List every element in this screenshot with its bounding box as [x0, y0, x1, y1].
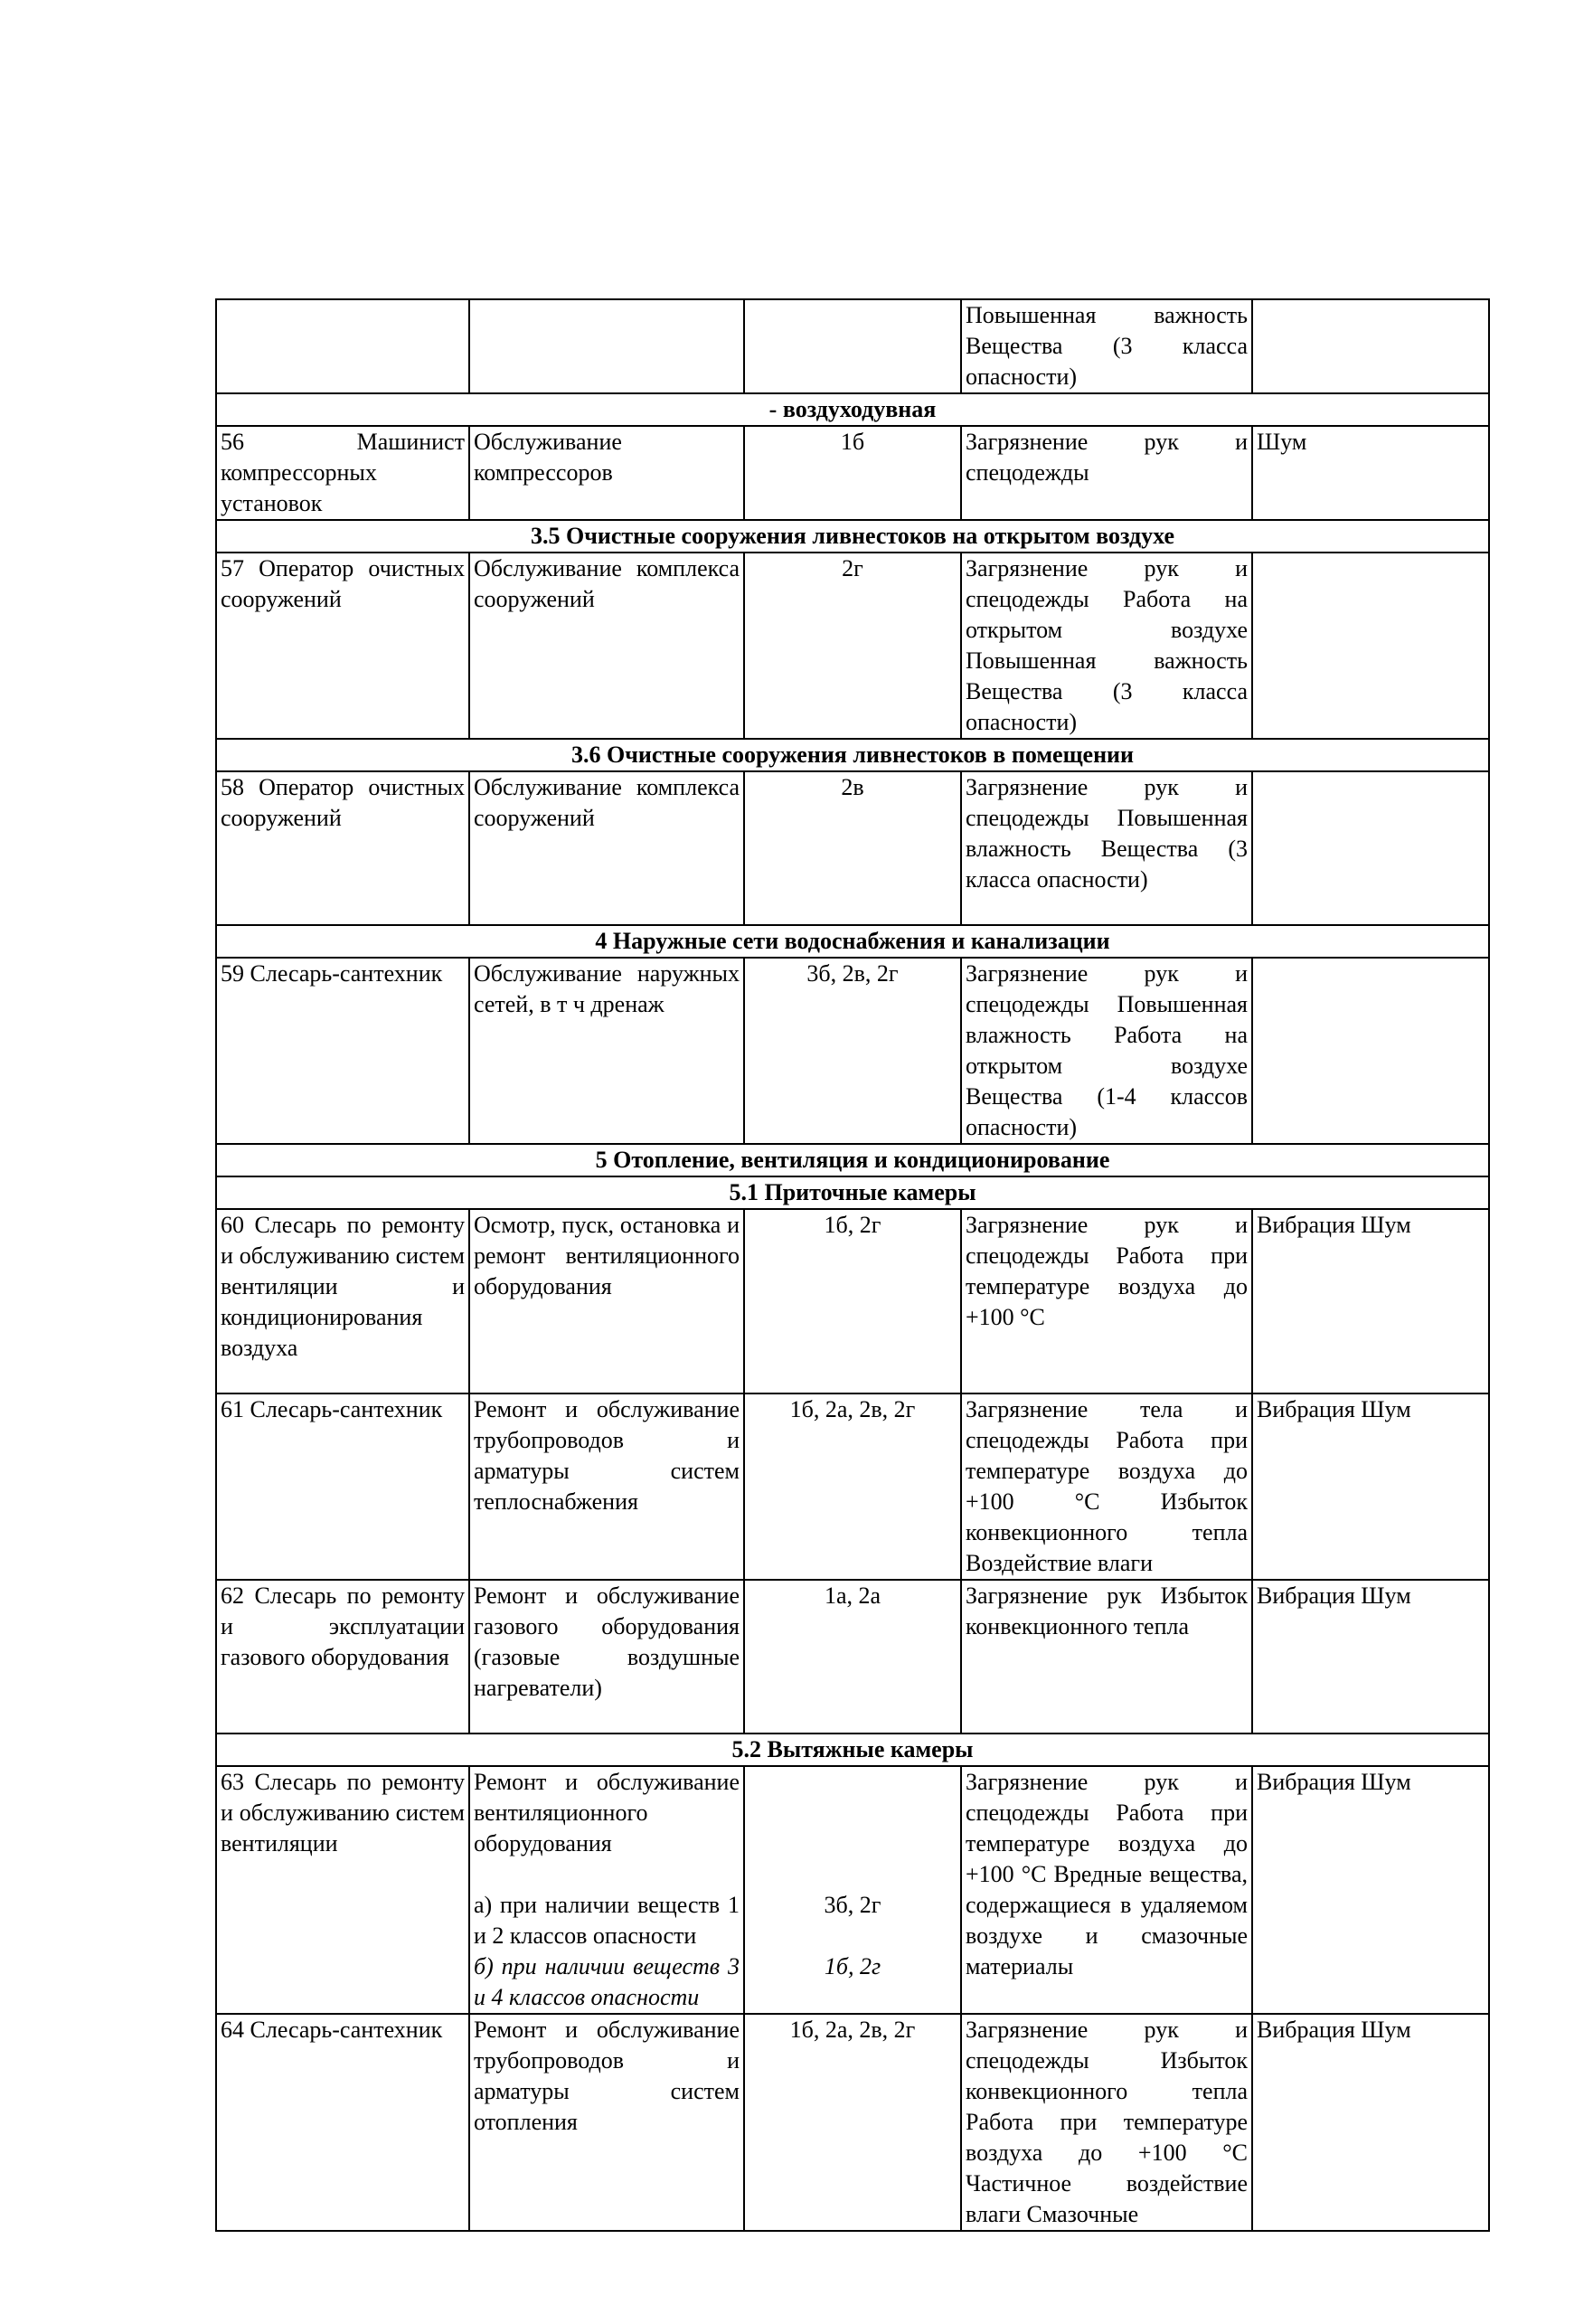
section-heading-row — [216, 1734, 1489, 1766]
work-cell: Обслуживание комплекса сооружений — [469, 553, 744, 739]
group-cell: 1б — [744, 426, 961, 520]
work-cell — [469, 299, 744, 393]
work-cell: Ремонт и обслуживание трубопроводов и арматуры систем теплоснабжения — [469, 1393, 744, 1580]
hazards-table — [215, 298, 1490, 2232]
profession-cell: 62 Слесарь по ремонту и эксплуатации газового оборудования — [216, 1580, 469, 1734]
section-heading-row — [216, 739, 1489, 771]
work-cell: Обслуживание комплекса сооружений — [469, 771, 744, 925]
document-page — [215, 298, 1488, 2232]
table-row — [216, 426, 1489, 520]
group-cell: 2г — [744, 553, 961, 739]
other-factors-cell: Вибрация Шум — [1252, 1580, 1489, 1734]
profession-cell: 57 Оператор очистных сооружений — [216, 553, 469, 739]
table-row — [216, 1393, 1489, 1580]
table-row — [216, 1580, 1489, 1734]
factors-cell: Загрязнение рук и спецодежды Работа при температуре воздуха до +100 °С Вредные вещества, содержащиеся в удаляемом воздухе и смазочные материалы — [961, 1766, 1252, 2014]
section-heading: 3.5 Очистные сооружения ливнестоков на открытом воздухе — [216, 520, 1489, 553]
table-row — [216, 958, 1489, 1144]
factors-cell: Загрязнение рук и спецодежды Работа при температуре воздуха до +100 °С — [961, 1209, 1252, 1393]
section-heading: - воздуходувная — [216, 393, 1489, 426]
section-heading: 5 Отопление, вентиляция и кондиционирование — [216, 1144, 1489, 1176]
factors-cell: Загрязнение рук и спецодежды — [961, 426, 1252, 520]
work-main: Ремонт и обслуживание вентиляционного оборудования — [474, 1769, 740, 1856]
work-cell: Ремонт и обслуживание газового оборудования (газовые воздушные нагреватели) — [469, 1580, 744, 1734]
table-row — [216, 1209, 1489, 1393]
profession-cell — [216, 299, 469, 393]
group-cell — [744, 1766, 961, 2014]
group-variant-a: 3б, 2г — [824, 1892, 881, 1918]
factors-cell: Загрязнение рук и спецодежды Работа на открытом воздухе Повышенная важность Вещества (3 класса опасности) — [961, 553, 1252, 739]
factors-cell: Повышенная важность Вещества (3 класса опасности) — [961, 299, 1252, 393]
factors-cell: Загрязнение рук и спецодежды Повышенная влажность Вещества (3 класса опасности) — [961, 771, 1252, 925]
other-factors-cell — [1252, 771, 1489, 925]
section-heading-row — [216, 1144, 1489, 1176]
group-cell: 1б, 2г — [744, 1209, 961, 1393]
work-variant-a: а) при наличии веществ 1 и 2 классов опасности — [474, 1892, 740, 1949]
section-heading: 3.6 Очистные сооружения ливнестоков в помещении — [216, 739, 1489, 771]
factors-cell: Загрязнение тела и спецодежды Работа при температуре воздуха до +100 °С Избыток конвекционного тепла Воздействие влаги — [961, 1393, 1252, 1580]
work-cell — [469, 1766, 744, 2014]
group-cell — [744, 299, 961, 393]
profession-cell: 58 Оператор очистных сооружений — [216, 771, 469, 925]
section-heading-row — [216, 520, 1489, 553]
other-factors-cell: Вибрация Шум — [1252, 2014, 1489, 2231]
other-factors-cell: Вибрация Шум — [1252, 1766, 1489, 2014]
work-variant-b: б) при наличии веществ 3 и 4 классов опасности — [474, 1953, 740, 2010]
spacer — [749, 1921, 957, 1951]
table-row — [216, 1766, 1489, 2014]
section-heading-row — [216, 1176, 1489, 1209]
table-row — [216, 553, 1489, 739]
profession-cell: 59 Слесарь-сантехник — [216, 958, 469, 1144]
other-factors-cell: Шум — [1252, 426, 1489, 520]
section-heading: 4 Наружные сети водоснабжения и канализации — [216, 925, 1489, 958]
table-row — [216, 771, 1489, 925]
group-cell: 2в — [744, 771, 961, 925]
table-row — [216, 2014, 1489, 2231]
other-factors-cell: Вибрация Шум — [1252, 1393, 1489, 1580]
section-heading-row — [216, 393, 1489, 426]
section-heading: 5.1 Приточные камеры — [216, 1176, 1489, 1209]
spacer — [474, 1859, 740, 1890]
other-factors-cell — [1252, 553, 1489, 739]
group-cell: 1б, 2а, 2в, 2г — [744, 2014, 961, 2231]
profession-cell: 63 Слесарь по ремонту и обслуживанию систем вентиляции — [216, 1766, 469, 2014]
other-factors-cell: Вибрация Шум — [1252, 1209, 1489, 1393]
other-factors-cell — [1252, 299, 1489, 393]
factors-cell: Загрязнение рук Избыток конвекционного тепла — [961, 1580, 1252, 1734]
group-cell: 3б, 2в, 2г — [744, 958, 961, 1144]
table-row — [216, 299, 1489, 393]
section-heading-row — [216, 925, 1489, 958]
profession-cell: 56 Машинист компрессорных установок — [216, 426, 469, 520]
factors-cell: Загрязнение рук и спецодежды Повышенная влажность Работа на открытом воздухе Вещества (1-4 классов опасности) — [961, 958, 1252, 1144]
group-variant-b: 1б, 2г — [824, 1953, 881, 1979]
profession-cell: 64 Слесарь-сантехник — [216, 2014, 469, 2231]
group-cell: 1а, 2а — [744, 1580, 961, 1734]
section-heading: 5.2 Вытяжные камеры — [216, 1734, 1489, 1766]
work-cell: Обслуживание наружных сетей, в т ч дренаж — [469, 958, 744, 1144]
group-cell: 1б, 2а, 2в, 2г — [744, 1393, 961, 1580]
profession-cell: 61 Слесарь-сантехник — [216, 1393, 469, 1580]
profession-cell: 60 Слесарь по ремонту и обслуживанию систем вентиляции и кондиционирования воздуха — [216, 1209, 469, 1393]
work-cell: Ремонт и обслуживание трубопроводов и арматуры систем отопления — [469, 2014, 744, 2231]
factors-cell: Загрязнение рук и спецодежды Избыток конвекционного тепла Работа при температуре воздуха до +100 °С Частичное воздействие влаги Смазочные — [961, 2014, 1252, 2231]
work-cell: Обслуживание компрессоров — [469, 426, 744, 520]
spacer — [749, 1767, 957, 1890]
work-cell: Осмотр, пуск, остановка и ремонт вентиляционного оборудования — [469, 1209, 744, 1393]
other-factors-cell — [1252, 958, 1489, 1144]
